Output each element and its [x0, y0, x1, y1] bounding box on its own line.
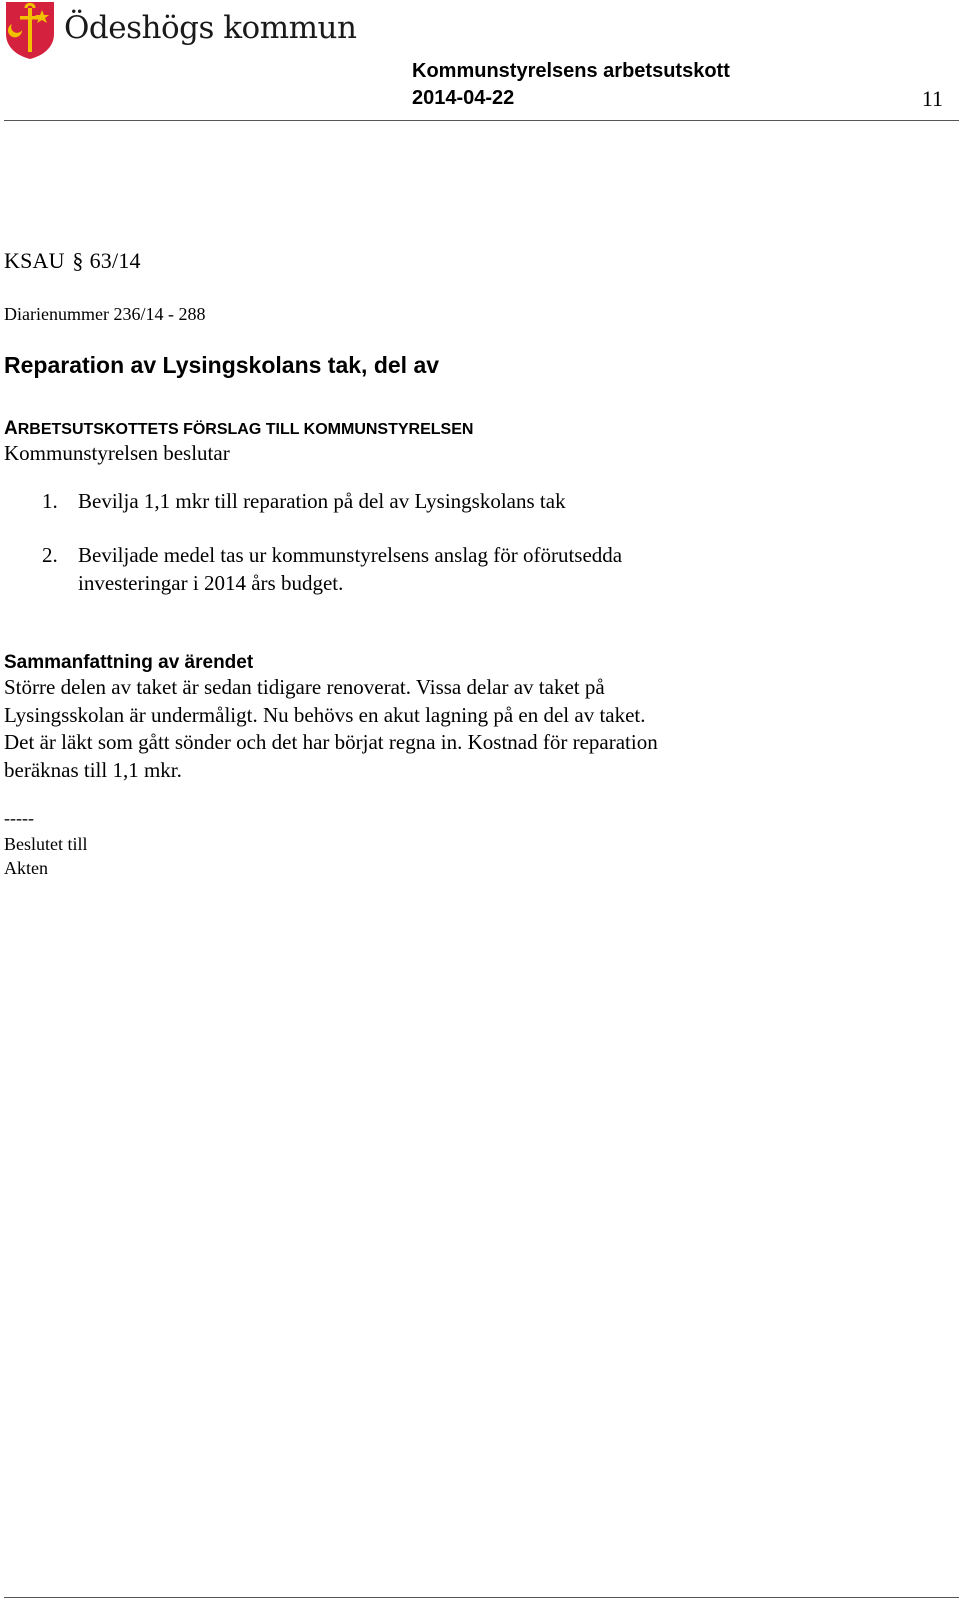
case-number: 63/14 — [89, 248, 141, 273]
summary-line: beräknas till 1,1 mkr. — [4, 757, 182, 782]
case-reference — [4, 248, 141, 274]
summary-text — [4, 674, 764, 784]
meeting-date: 2014-04-22 — [412, 87, 515, 109]
list-item-number: 1. — [42, 489, 58, 513]
coat-of-arms-icon — [4, 0, 56, 60]
list-item-text: Beviljade medel tas ur kommunstyrelsens anslag för oförutsedda investeringar i 2014 års budget. — [78, 543, 623, 595]
distribution-recipient: Akten — [4, 858, 48, 878]
summary-line: Större delen av taket är sedan tidigare renoverat. Vissa delar av taket på — [4, 675, 605, 699]
diary-number: Diarienummer 236/14 - 288 — [4, 304, 206, 324]
summary-heading: Sammanfattning av ärendet — [4, 652, 254, 673]
footer-divider — [4, 1597, 959, 1598]
proposal-heading-initial: A — [4, 418, 18, 439]
page-title: Reparation av Lysingskolans tak, del av — [4, 352, 440, 378]
page-number: 11 — [921, 86, 943, 111]
header-divider — [4, 120, 959, 121]
case-prefix: KSAU — [4, 248, 65, 273]
paragraph-sign: § — [72, 248, 84, 273]
distribution-separator: ----- — [4, 808, 34, 828]
municipality-name: Ödeshögs kommun — [64, 10, 357, 46]
summary-line: Lysingsskolan är undermåligt. Nu behövs en akut lagning på en del av taket. — [4, 702, 646, 727]
municipality-logo — [4, 0, 357, 62]
committee-name: Kommunstyrelsens arbetsutskott — [412, 60, 730, 82]
distribution-label: Beslutet till — [4, 834, 88, 854]
summary-line: Det är läkt som gått sönder och det har börjat regna in. Kostnad för reparation — [4, 730, 658, 754]
proposal-heading — [4, 418, 473, 440]
proposal-heading-rest: RBETSUTSKOTTETS FÖRSLAG TILL KOMMUNSTYRELSEN — [17, 421, 474, 438]
decision-intro: Kommunstyrelsen beslutar — [4, 441, 230, 465]
list-item-text: Bevilja 1,1 mkr till reparation på del av Lysingskolans tak — [78, 489, 566, 513]
list-item-number: 2. — [42, 543, 58, 567]
